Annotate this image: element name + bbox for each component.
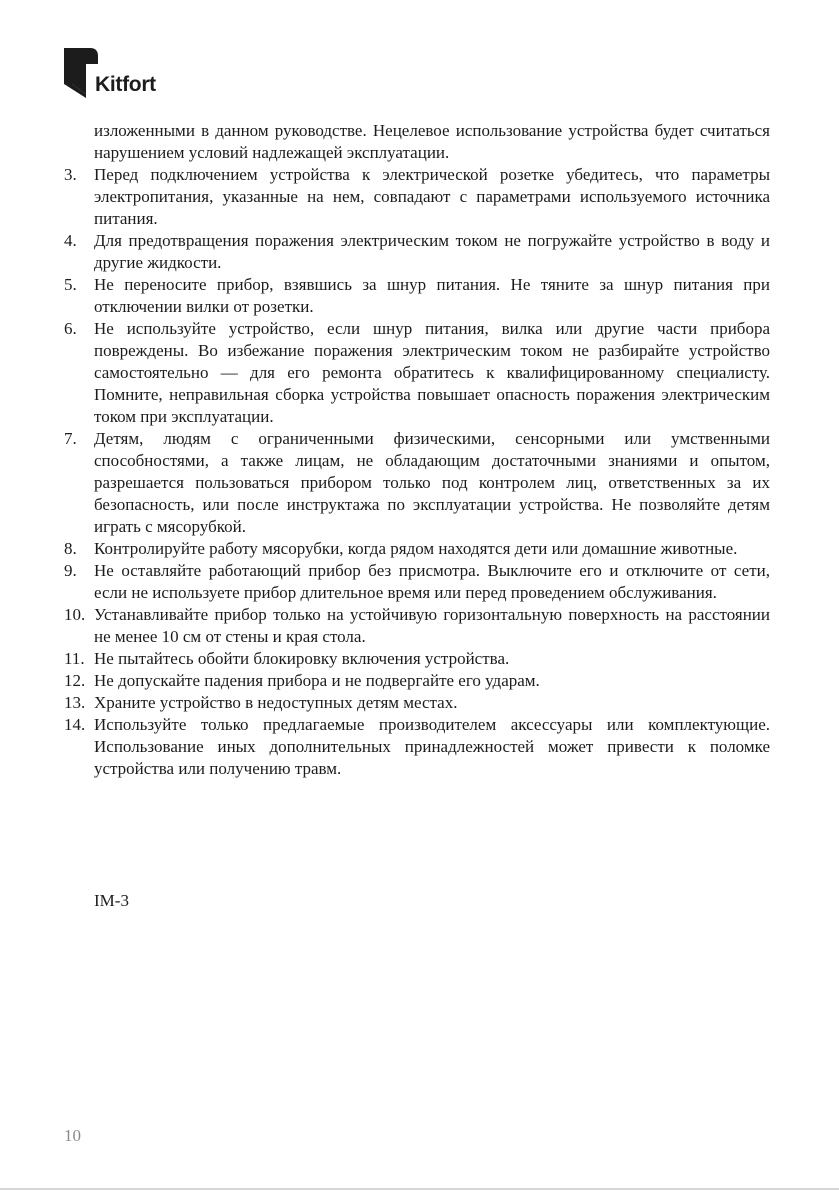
list-item-number: 14.	[64, 715, 86, 734]
list-item-text: Не оставляйте работающий прибор без присмотра. Выключите его и отключите от сети, если не используете прибор длительное время или перед проведением обслуживания.	[94, 561, 770, 602]
list-item	[64, 318, 770, 428]
list-item	[64, 648, 770, 670]
page-number: 10	[64, 1126, 81, 1145]
list-item	[64, 714, 770, 780]
list-item-text: Устанавливайте прибор только на устойчивую горизонтальную поверхность на расстоянии не менее 10 см от стены и края стола.	[94, 605, 770, 646]
list-item	[64, 538, 770, 560]
list-item	[64, 560, 770, 604]
kitfort-logo-mark-icon	[64, 48, 98, 98]
list-item	[64, 164, 770, 230]
list-item-text: Перед подключением устройства к электрической розетке убедитесь, что параметры электропитания, указанные на нем, совпадают с параметрами используемого источника питания.	[94, 165, 770, 228]
list-item-number: 4.	[64, 231, 77, 250]
list-item	[64, 274, 770, 318]
list-item-text: Не допускайте падения прибора и не подвергайте его ударам.	[94, 671, 540, 690]
list-item	[64, 428, 770, 538]
list-item-text: Не переносите прибор, взявшись за шнур питания. Не тяните за шнур питания при отключении вилки от розетки.	[94, 275, 770, 316]
model-code: IM-3	[94, 891, 129, 910]
kitfort-logo	[64, 48, 204, 100]
list-item-number: 8.	[64, 539, 77, 558]
list-item-text: Не пытайтесь обойти блокировку включения устройства.	[94, 649, 510, 668]
list-item-text: Детям, людям с ограниченными физическими, сенсорными или умственными способностями, а также лицам, не обладающим достаточными знаниями и опытом, разрешается пользоваться прибором только под контролем лиц, ответственных за их безопасность, или после инструктажа по эксплуатации устройства. Не позволяйте детям играть с мясорубкой.	[94, 429, 770, 536]
list-item	[64, 230, 770, 274]
list-item-number: 12.	[64, 671, 86, 690]
list-item-number: 7.	[64, 429, 77, 448]
list-item-number: 6.	[64, 319, 77, 338]
list-item-number: 3.	[64, 165, 77, 184]
list-item-text: Контролируйте работу мясорубки, когда рядом находятся дети или домашние животные.	[94, 539, 738, 558]
safety-rules-list	[64, 164, 770, 780]
list-item	[64, 692, 770, 714]
list-item	[64, 604, 770, 648]
kitfort-logo-text: Kitfort	[95, 73, 156, 96]
list-item-number: 13.	[64, 693, 86, 712]
list-item-text: Храните устройство в недоступных детям местах.	[94, 693, 458, 712]
list-item-number: 9.	[64, 561, 77, 580]
list-item-text: Для предотвращения поражения электрическим током не погружайте устройство в воду и другие жидкости.	[94, 231, 770, 272]
list-item-number: 5.	[64, 275, 77, 294]
list-item-number: 10.	[64, 605, 86, 624]
list-item-text: Не используйте устройство, если шнур питания, вилка или другие части прибора повреждены. Во избежание поражения электрическим током не разбирайте устройство самостоятельно — для его ремонта обратитесь к квалифицированному специалисту. Помните, неправильная сборка устройства повышает опасность поражения электрическим током при эксплуатации.	[94, 319, 770, 426]
intro-paragraph: изложенными в данном руководстве. Нецелевое использование устройства будет считаться нарушением условий надлежащей эксплуатации.	[94, 121, 770, 162]
list-item-number: 11.	[64, 649, 85, 668]
list-item-text: Используйте только предлагаемые производителем аксессуары или комплектующие. Использование иных дополнительных принадлежностей может привести к поломке устройства или получению травм.	[94, 715, 770, 778]
safety-instructions	[64, 120, 770, 780]
page-bottom-divider	[0, 1188, 839, 1190]
list-item	[64, 670, 770, 692]
